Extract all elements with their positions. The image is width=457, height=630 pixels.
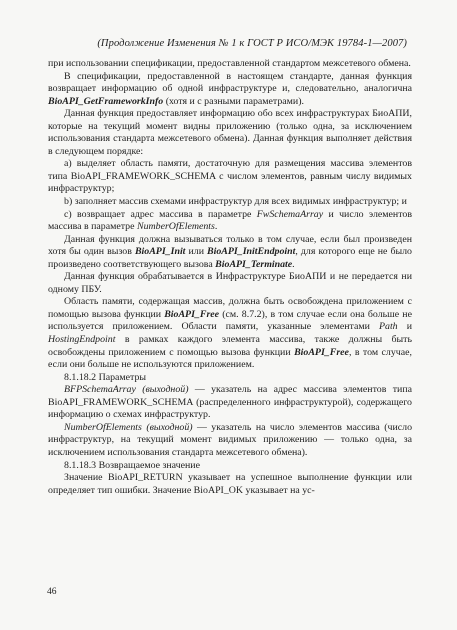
list-item: b) заполняет массив схемами инфраструктур для всех видимых инфраструктур; и (64, 196, 407, 208)
paragraph: при использовании спецификации, предоставленной стандартом межсетевого обмена. (48, 58, 411, 69)
paragraph: Область памяти, содержащая массив, должна быть освобождена приложением с помощью вызова функции BioAPI_Free (см. 8.7.2), в том случае если она больше не используется приложением. Области памяти, указанные элементами Path и HostingEndpoint в рамках каждого элемента массива, также должны быть освобождены приложением с помощью вызова функции BioAPI_Free, в том случае, если они больше не используются приложением. (48, 296, 412, 371)
paragraph: В спецификации, предоставленной в настоящем стандарте, данная функция возвращает информацию об одной инфраструктуре и, следовательно, аналогична BioAPI_GetFrameworkInfo (хотя и с разными параметрами). (48, 70, 412, 107)
page-number: 46 (47, 587, 57, 597)
paragraph: Данная функция должна вызываться только в том случае, если был произведен хотя бы один вызов BioAPI_Init или BioAPI_InitEndpoint, для которого еще не было произведено соответствующего вызова BioAPI_Terminate. (48, 233, 412, 270)
running-header: (Продолжение Изменения № 1 к ГОСТ Р ИСО/МЭК 19784-1—2007) (97, 38, 407, 49)
list-item: a) выделяет область памяти, достаточную для размещения массива элементов типа BioAPI_FRAMEWORK_SCHEMA с числом элементов, равным числу видимых инфраструктур; (48, 158, 412, 195)
paragraph: Данная функция предоставляет информацию обо всех инфраструктурах БиоАПИ, которые на текущий момент видны приложению (только одна, за исключением использования стандарта межсетевого обмена). Данная функция выполняет действия в следующем порядке: (48, 108, 412, 157)
paragraph: Данная функция обрабатывается в Инфраструктуре БиоАПИ и не передается ни одному ПБУ. (48, 271, 412, 295)
section-heading: 8.1.18.2 Параметры (64, 371, 147, 383)
list-item: c) возвращает адрес массива в параметре FwSchemaArray и число элементов массива в параметре NumberOfElements. (48, 208, 413, 233)
paragraph: Значение BioAPI_RETURN указывает на успешное выполнение функции или определяет тип ошибки. Значение BioAPI_OK указывает на ус- (48, 472, 412, 496)
body-text (48, 58, 412, 497)
paragraph: BFPSchemaArray (выходной) — указатель на адрес массива элементов типа BioAPI_FRAMEWORK_SCHEMA (распределенного инфраструктурой), содержащего информацию о схемах инфраструктур. (48, 384, 412, 421)
paragraph: NumberOfElements (выходной) — указатель на число элементов массива (число инфраструктур, на текущий момент видимых приложению — только одна, за исключением использования стандарта межсетевого обмена). (48, 421, 413, 458)
section-heading: 8.1.18.3 Возвращаемое значение (64, 459, 200, 471)
